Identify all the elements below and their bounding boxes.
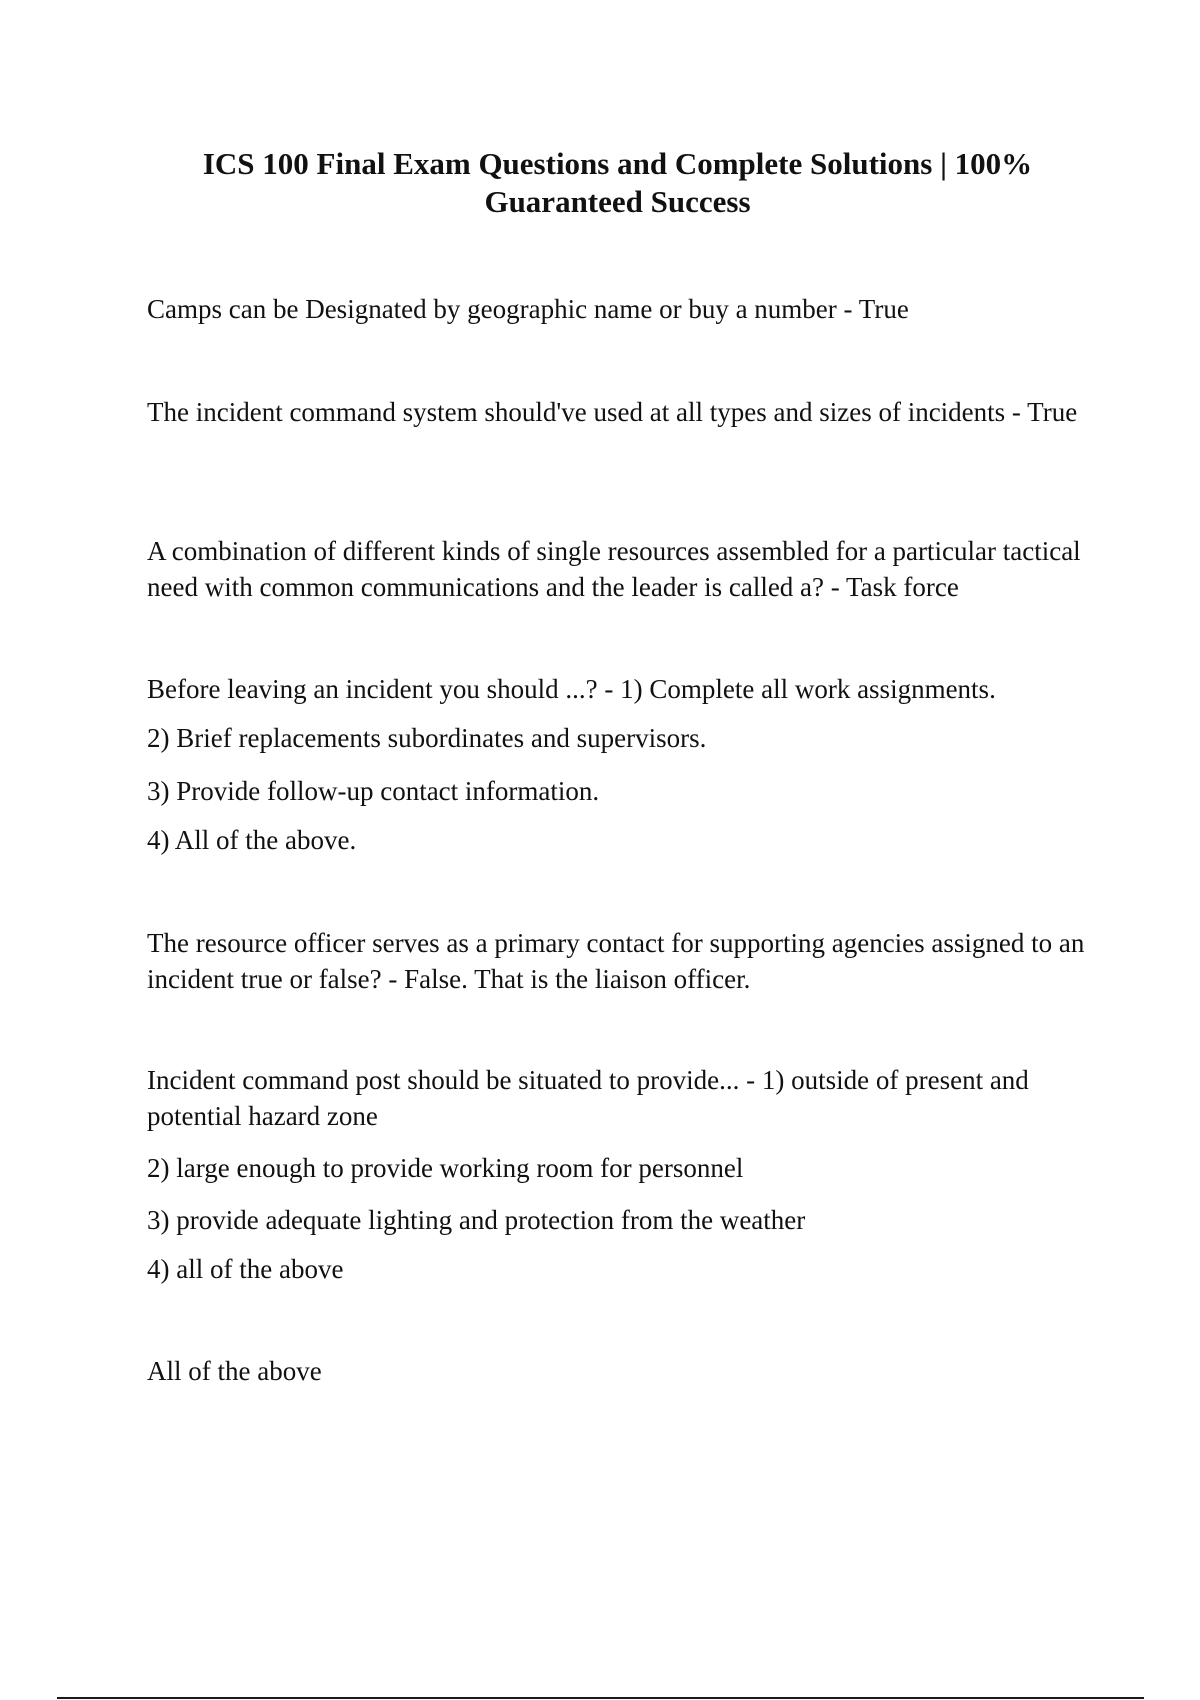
answer-all-of-the-above: All of the above bbox=[147, 1356, 322, 1386]
question-4-option-2: 2) Brief replacements subordinates and supervisors. bbox=[147, 723, 707, 753]
question-5: The resource officer serves as a primary contact for supporting agencies assigned to an incident true or false? - False. That is the liaison officer. bbox=[147, 928, 1085, 994]
question-6-option-2: 2) large enough to provide working room for personnel bbox=[147, 1153, 744, 1183]
footer-divider bbox=[57, 1697, 1144, 1699]
question-3: A combination of different kinds of single resources assembled for a particular tactical need with common communications and the leader is called a? - Task force bbox=[147, 536, 1081, 602]
question-1: Camps can be Designated by geographic name or buy a number - True bbox=[147, 294, 909, 324]
document-title: ICS 100 Final Exam Questions and Complete Solutions | 100% Guaranteed Success bbox=[202, 146, 1033, 219]
question-6: Incident command post should be situated to provide... - 1) outside of present and potential hazard zone bbox=[147, 1065, 1029, 1131]
question-4-option-4: 4) All of the above. bbox=[147, 825, 357, 855]
question-4: Before leaving an incident you should ...? - 1) Complete all work assignments. bbox=[147, 674, 996, 704]
question-6-option-4: 4) all of the above bbox=[147, 1254, 344, 1284]
question-4-option-3: 3) Provide follow-up contact information. bbox=[147, 776, 600, 806]
question-6-option-3: 3) provide adequate lighting and protection from the weather bbox=[147, 1205, 806, 1235]
question-2: The incident command system should've used at all types and sizes of incidents - True bbox=[147, 397, 1078, 427]
